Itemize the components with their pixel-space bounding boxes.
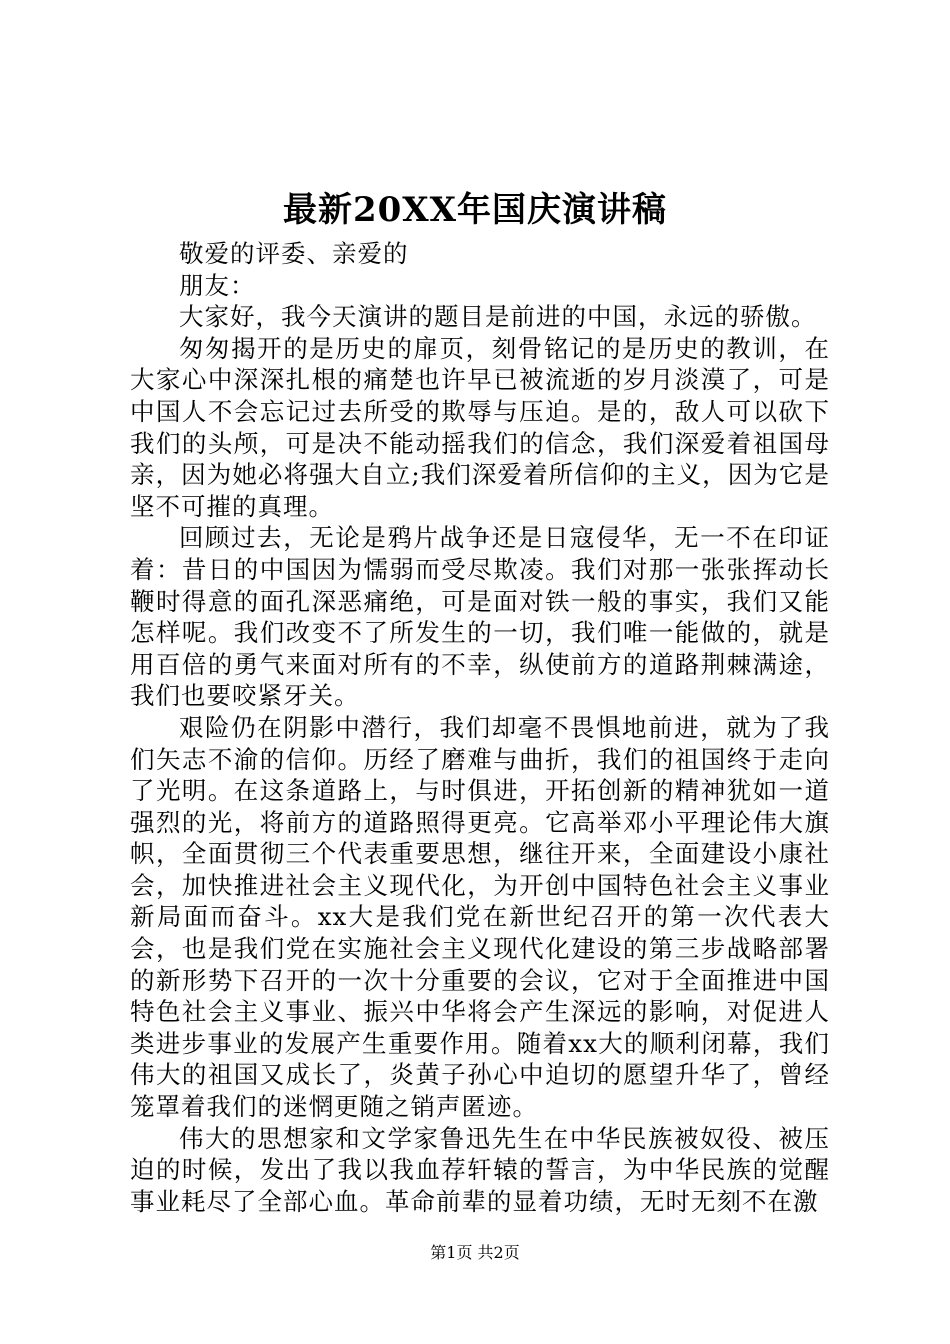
document-title: 最新20XX年国庆演讲稿 [282, 190, 668, 230]
body-paragraph: 艰险仍在阴影中潜行，我们却毫不畏惧地前进，就为了我们矢志不渝的信仰。历经了磨难与曲折，我们的祖国终于走向了光明。在这条道路上，与时俱进，开拓创新的精神犹如一道强烈的光，将前方的道路照得更亮。它高举邓小平理论伟大旗帜，全面贯彻三个代表重要思想，继往开来，全面建设小康社会，加快推进社会主义现代化，为开创中国特色社会主义事业新局面而奋斗。xx大是我们党在新世纪召开的第一次代表大会，也是我们党在实施社会主义现代化建设的第三步战略部署的新形势下召开的一次十分重要的会议，它对于全面推进中国特色社会主义事业、振兴中华将会产生深远的影响，对促进人类进步事业的发展产生重要作用。随着xx大的顺利闭幕，我们伟大的祖国又成长了，炎黄子孙心中迫切的愿望升华了，曾经笼罩着我们的迷惘更随之销声匿迹。 [130, 712, 830, 1122]
document-body [130, 238, 830, 1217]
body-paragraph: 伟大的思想家和文学家鲁迅先生在中华民族被奴役、被压迫的时候，发出了我以我血荐轩辕的誓言，为中华民族的觉醒事业耗尽了全部心血。革命前辈的显着功绩，无时无刻不在激 [130, 1123, 830, 1216]
page-footer: 第1页 共2页 [430, 1243, 520, 1262]
salutation-line-1: 敬爱的评委、亲爱的 [179, 239, 409, 268]
body-paragraph: 回顾过去，无论是鸦片战争还是日寇侵华，无一不在印证着：昔日的中国因为懦弱而受尽欺凌。我们对那一张张挥动长鞭时得意的面孔深恶痛绝，可是面对铁一般的事实，我们又能怎样呢。我们改变不了所发生的一切，我们唯一能做的，就是用百倍的勇气来面对所有的不幸，纵使前方的道路荆棘满途，我们也要咬紧牙关。 [130, 523, 830, 711]
salutation-line-2: 朋友： [179, 270, 256, 300]
greeting-paragraph: 大家好，我今天演讲的题目是前进的中国，永远的骄傲。 [179, 302, 817, 332]
body-paragraph: 匆匆揭开的是历史的扉页，刻骨铭记的是历史的教训，在大家心中深深扎根的痛楚也许早已被流逝的岁月淡漠了，可是中国人不会忘记过去所受的欺辱与压迫。是的，敌人可以砍下我们的头颅，可是决不能动摇我们的信念，我们深爱着祖国母亲，因为她必将强大自立;我们深爱着所信仰的主义，因为它是坚不可摧的真理。 [130, 333, 830, 521]
